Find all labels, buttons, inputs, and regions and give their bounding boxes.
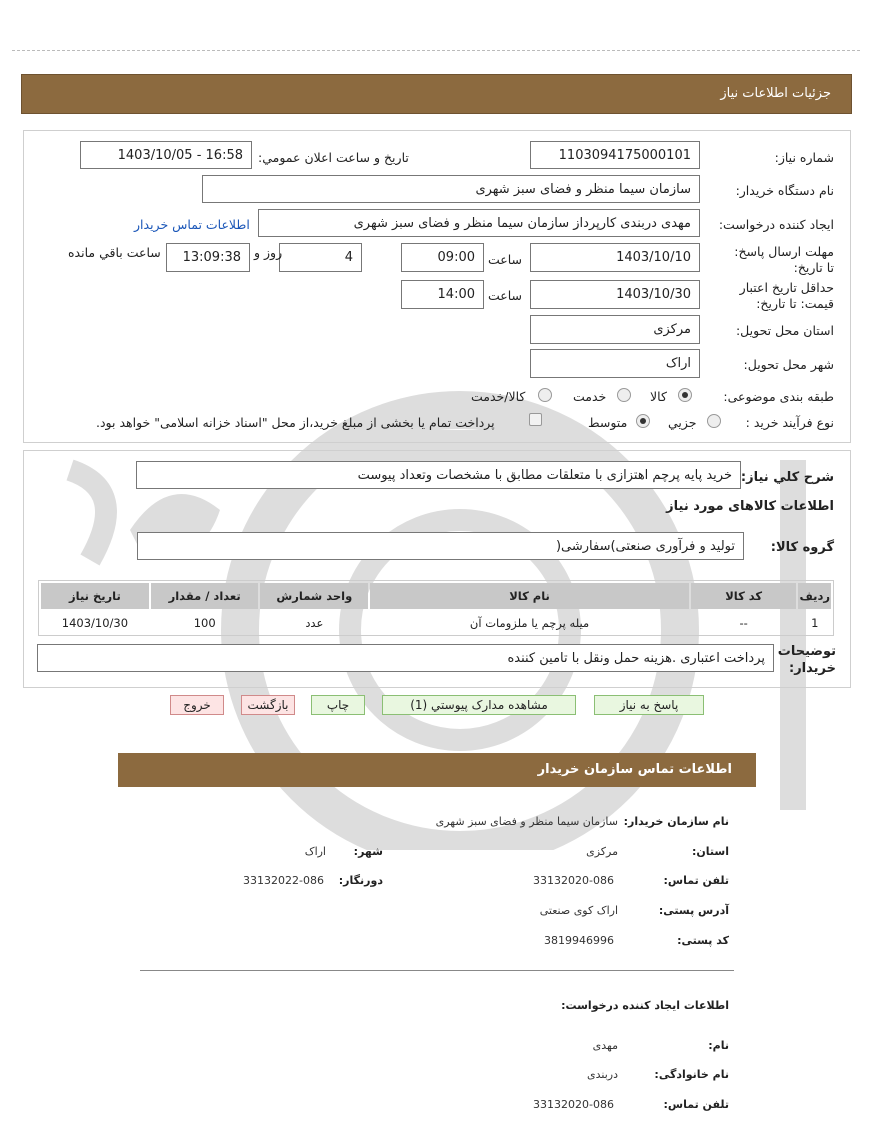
contact-postal-label: کد پستی: <box>677 934 729 947</box>
contact-divider <box>140 970 734 971</box>
col-row: رديف <box>798 583 831 609</box>
table-row <box>41 611 831 635</box>
contact-org-value: سازمان سیما منظر و فضای سبز شهری <box>435 815 618 828</box>
validity-time-field: 14:00 <box>401 280 484 309</box>
city-field: اراک <box>530 349 700 378</box>
summary-field: خرید پایه پرچم اهتزازی با متعلقات مطابق با مشخصات وتعداد پیوست <box>136 461 741 489</box>
goods-table-wrapper <box>38 580 834 636</box>
process-label: نوع فرآيند خريد : <box>745 415 834 430</box>
category-option-goods: کالا <box>650 389 667 404</box>
process-radio-minor[interactable] <box>707 414 721 428</box>
exit-button[interactable]: خروج <box>170 695 224 715</box>
back-button[interactable]: بازگشت <box>241 695 295 715</box>
goods-group-label: گروه کالا: <box>770 540 834 555</box>
treasury-payment-checkbox[interactable] <box>529 413 542 426</box>
buyer-notes-label: توضيحات خريدار: <box>777 644 836 676</box>
contact-province-label: استان: <box>692 845 729 858</box>
contact-address-label: آدرس پستی: <box>658 904 729 917</box>
creator-family-value: دربندی <box>587 1068 618 1081</box>
contact-phone-value: 33132020-086 <box>533 874 614 887</box>
top-divider <box>12 50 860 51</box>
contact-postal-value: 3819946996 <box>544 934 614 947</box>
contact-phone-label: تلفن تماس: <box>663 874 729 887</box>
process-radio-medium[interactable] <box>636 414 650 428</box>
summary-label: شرح کلي نياز: <box>740 470 834 485</box>
payment-note: پرداخت تمام يا بخشی از مبلغ خريد،از محل "اسناد خزانه اسلامی" خواهد بود. <box>96 415 495 430</box>
announce-field: 1403/10/05 - 16:58 <box>80 141 252 169</box>
category-radio-service[interactable] <box>617 388 631 402</box>
view-attachments-button[interactable]: مشاهده مدارک پيوستي (1) <box>382 695 576 715</box>
contact-city-value: اراک <box>304 845 326 858</box>
creator-phone-label: تلفن تماس: <box>663 1098 729 1111</box>
deadline-time-label: ساعت <box>488 252 523 267</box>
page-header <box>21 74 852 114</box>
cell-date: 1403/10/30 <box>61 616 129 630</box>
province-field: مرکزی <box>530 315 700 344</box>
print-button[interactable]: چاپ <box>311 695 365 715</box>
page-title: جزئيات اطلاعات نياز <box>720 86 831 101</box>
remaining-label: ساعت باقي مانده <box>68 245 161 260</box>
category-option-both: کالا/خدمت <box>471 389 526 404</box>
goods-section-title: اطلاعات کالاهای مورد نياز <box>666 499 834 514</box>
validity-time-label: ساعت <box>488 288 523 303</box>
col-date: تاريخ نياز <box>41 583 149 609</box>
contact-city-label: شهر: <box>353 845 383 858</box>
cell-code: -- <box>739 616 748 630</box>
validity-date-field: 1403/10/30 <box>530 280 700 309</box>
need-number-label: شماره نياز: <box>774 150 834 165</box>
cell-row: 1 <box>811 616 819 630</box>
contact-org-label: نام سازمان خریدار: <box>623 815 729 828</box>
contact-address-value: اراک کوی صنعتی <box>539 904 618 917</box>
deadline-time-field: 09:00 <box>401 243 484 272</box>
days-field: 4 <box>279 243 362 272</box>
deadline-date-field: 1403/10/10 <box>530 243 700 272</box>
creator-name-value: مهدی <box>592 1039 618 1052</box>
city-label: شهر محل تحويل: <box>743 357 834 372</box>
category-option-service: خدمت <box>573 389 607 404</box>
category-radio-both[interactable] <box>538 388 552 402</box>
creator-info-title: اطلاعات ایجاد کننده درخواست: <box>561 999 729 1012</box>
creator-phone-value: 33132020-086 <box>533 1098 614 1111</box>
contact-fax-value: 33132022-086 <box>243 874 324 887</box>
buyer-org-field: سازمان سیما منظر و فضای سبز شهری <box>202 175 700 203</box>
announce-label: تاريخ و ساعت اعلان عمومي: <box>258 150 409 165</box>
cell-unit: عدد <box>305 616 324 630</box>
buyer-contact-link[interactable]: اطلاعات تماس خريدار <box>134 217 250 232</box>
goods-group-field: تولید و فرآوری صنعتی)سفارشی( <box>137 532 744 560</box>
cell-qty: 100 <box>193 616 216 630</box>
validity-label: حداقل تاريخ اعتبار قيمت: تا تاريخ: <box>739 280 834 311</box>
goods-table <box>39 581 833 637</box>
remaining-time-field: 13:09:38 <box>166 243 250 272</box>
contact-title: اطلاعات تماس سازمان خریدار <box>537 762 732 777</box>
days-label: روز و <box>254 245 283 260</box>
cell-name: میله پرچم یا ملزومات آن <box>469 616 590 630</box>
contact-fax-label: دورنگار: <box>338 874 383 887</box>
contact-province-value: مرکزی <box>586 845 618 858</box>
deadline-label: مهلت ارسال پاسخ: تا تاريخ: <box>734 244 834 275</box>
creator-name-label: نام: <box>708 1039 729 1052</box>
reply-button[interactable]: پاسخ به نياز <box>594 695 704 715</box>
creator-label: ايجاد کننده درخواست: <box>718 217 834 232</box>
col-name: نام کالا <box>370 583 689 609</box>
process-option-minor: جزيي <box>668 415 697 430</box>
col-unit: واحد شمارش <box>260 583 368 609</box>
creator-field: مهدی دربندی کارپرداز سازمان سیما منظر و فضای سبز شهری <box>258 209 700 237</box>
province-label: استان محل تحويل: <box>735 323 834 338</box>
category-radio-goods[interactable] <box>678 388 692 402</box>
goods-table-header <box>41 583 831 609</box>
col-code: کد کالا <box>691 583 797 609</box>
contact-header <box>118 753 756 787</box>
buyer-notes-field: پرداخت اعتباری .هزینه حمل ونقل با تامین کننده <box>37 644 774 672</box>
need-number-field: 1103094175000101 <box>530 141 700 169</box>
category-label: طبقه بندی موضوعی: <box>723 389 834 404</box>
buyer-org-label: نام دستگاه خريدار: <box>735 183 834 198</box>
creator-family-label: نام خانوادگی: <box>654 1068 729 1081</box>
col-qty: تعداد / مقدار <box>151 583 259 609</box>
process-option-medium: متوسط <box>588 415 628 430</box>
